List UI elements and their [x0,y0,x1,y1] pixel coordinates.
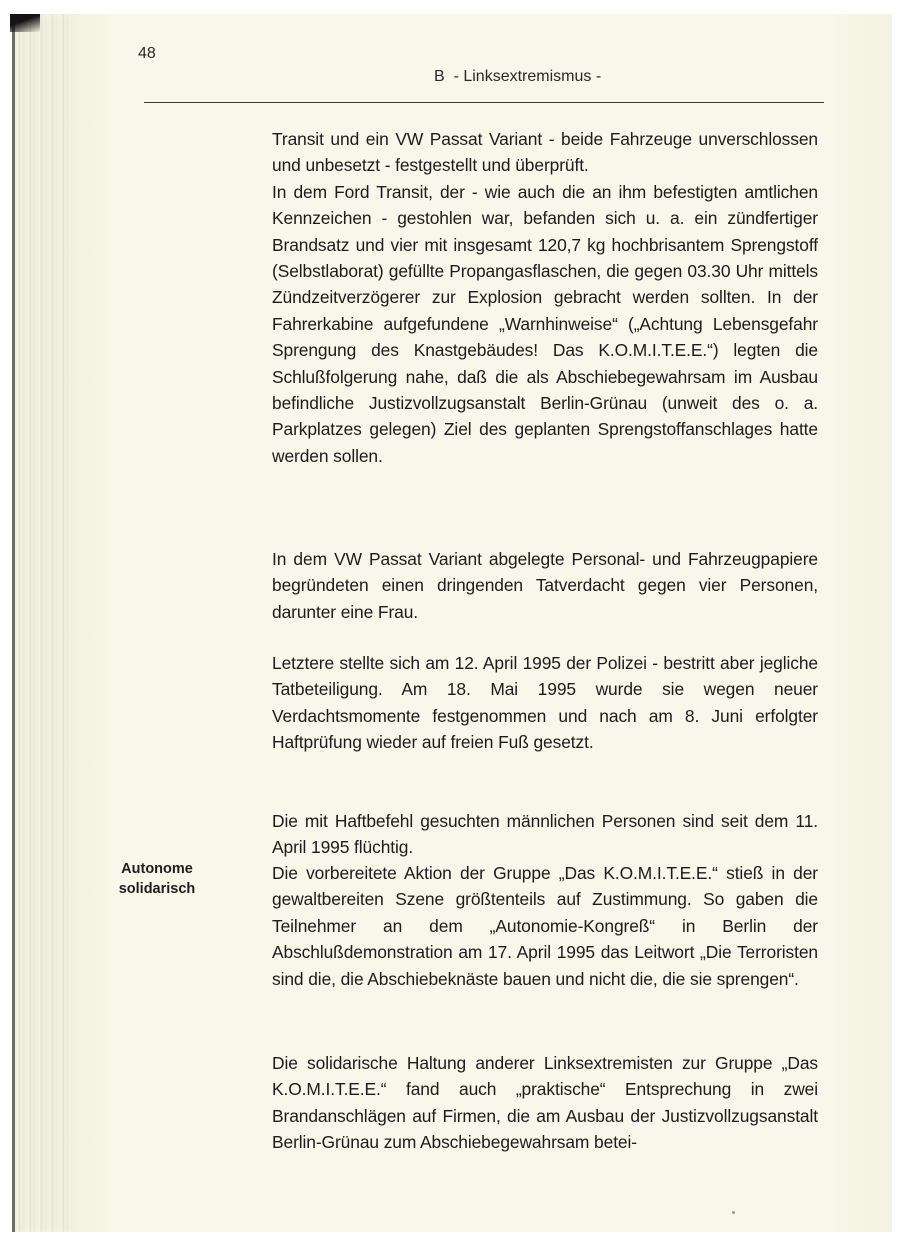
page-corner-shadow [10,14,40,32]
paragraph-6 [272,1050,818,1156]
paragraph-1-line-a: Transit und ein VW Passat Variant - beide Fahrzeuge unverschlossen und unbesetzt - festgestellt und überprüft. [272,129,818,176]
paragraph-2 [272,546,818,625]
page [72,14,892,1232]
header-rule [144,102,824,103]
paragraph-4 [272,808,818,861]
paragraph-6-text: Die solidarische Haltung anderer Linksextremisten zur Gruppe „Das K.O.M.I.T.E.E.“ fand auch „praktische“ Entsprechung in zwei Brandanschlägen auf Firmen, die am Ausbau der Justizvollzugsanstalt Berlin-Grünau zum Abschiebegewahrsam betei- [272,1053,818,1153]
paragraph-2-text: In dem VW Passat Variant abgelegte Personal- und Fahrzeugpapiere begründeten einen dringenden Tatverdacht gegen vier Personen, darunter eine Frau. [272,549,818,622]
scan-speck [732,1211,735,1214]
paragraph-4-text: Die mit Haftbefehl gesuchten männlichen Personen sind seit dem 11. April 1995 flüchtig. [272,811,818,858]
paragraph-1 [272,126,818,469]
paragraph-1-line-b: In dem Ford Transit, der - wie auch die an ihm befestigten amtlichen Kennzeichen - gestohlen war, befanden sich u. a. ein zündfertiger Brandsatz und vier mit insgesamt 120,7 kg hochbrisantem Sprengstoff (Selbstlaborat) gefüllte Propangasflaschen, die gegen 03.30 Uhr mittels Zündzeitverzögerer zur Explosion gebracht werden sollten. In der Fahrerkabine aufgefundene „Warnhinweise“ („Achtung Lebensgefahr Sprengung des Knastgebäudes! Das K.O.M.I.T.E.E.“) legten die Schlußfolgerung nahe, daß die als Abschiebegewahrsam im Ausbau befindliche Justizvollzugsanstalt Berlin-Grünau (unweit des o. a. Parkplatzes gelegen) Ziel des geplanten Sprengstoffanschlages hatte werden sollen. [272,181,818,466]
paragraph-3-text: Letztere stellte sich am 12. April 1995 der Polizei - bestritt aber jegliche Tatbeteiligung. Am 18. Mai 1995 wurde sie wegen neuer Verdachtsmomente festgenommen und nach am 8. Juni erfolgter Haftprüfung wieder auf freien Fuß gesetzt. [272,653,818,753]
margin-note-line-2: solidarisch [118,881,196,897]
paragraph-5-text: Die vorbereitete Aktion der Gruppe „Das K.O.M.I.T.E.E.“ stieß in der gewaltbereiten Szene größtenteils auf Zustimmung. So gaben die Teilnehmer an dem „Autonomie-Kongreß“ in Berlin der Abschlußdemonstration am 17. April 1995 das Leitwort „Die Terroristen sind die, die Abschiebeknäste bauen und nicht die, die sie sprengen“. [272,863,818,989]
paragraph-3 [272,650,818,756]
margin-note [102,859,212,899]
page-number: 48 [138,45,156,62]
margin-note-line-1: Autonome [121,861,193,877]
running-head: B - Linksextremismus - [434,68,602,85]
paragraph-5 [272,860,818,992]
